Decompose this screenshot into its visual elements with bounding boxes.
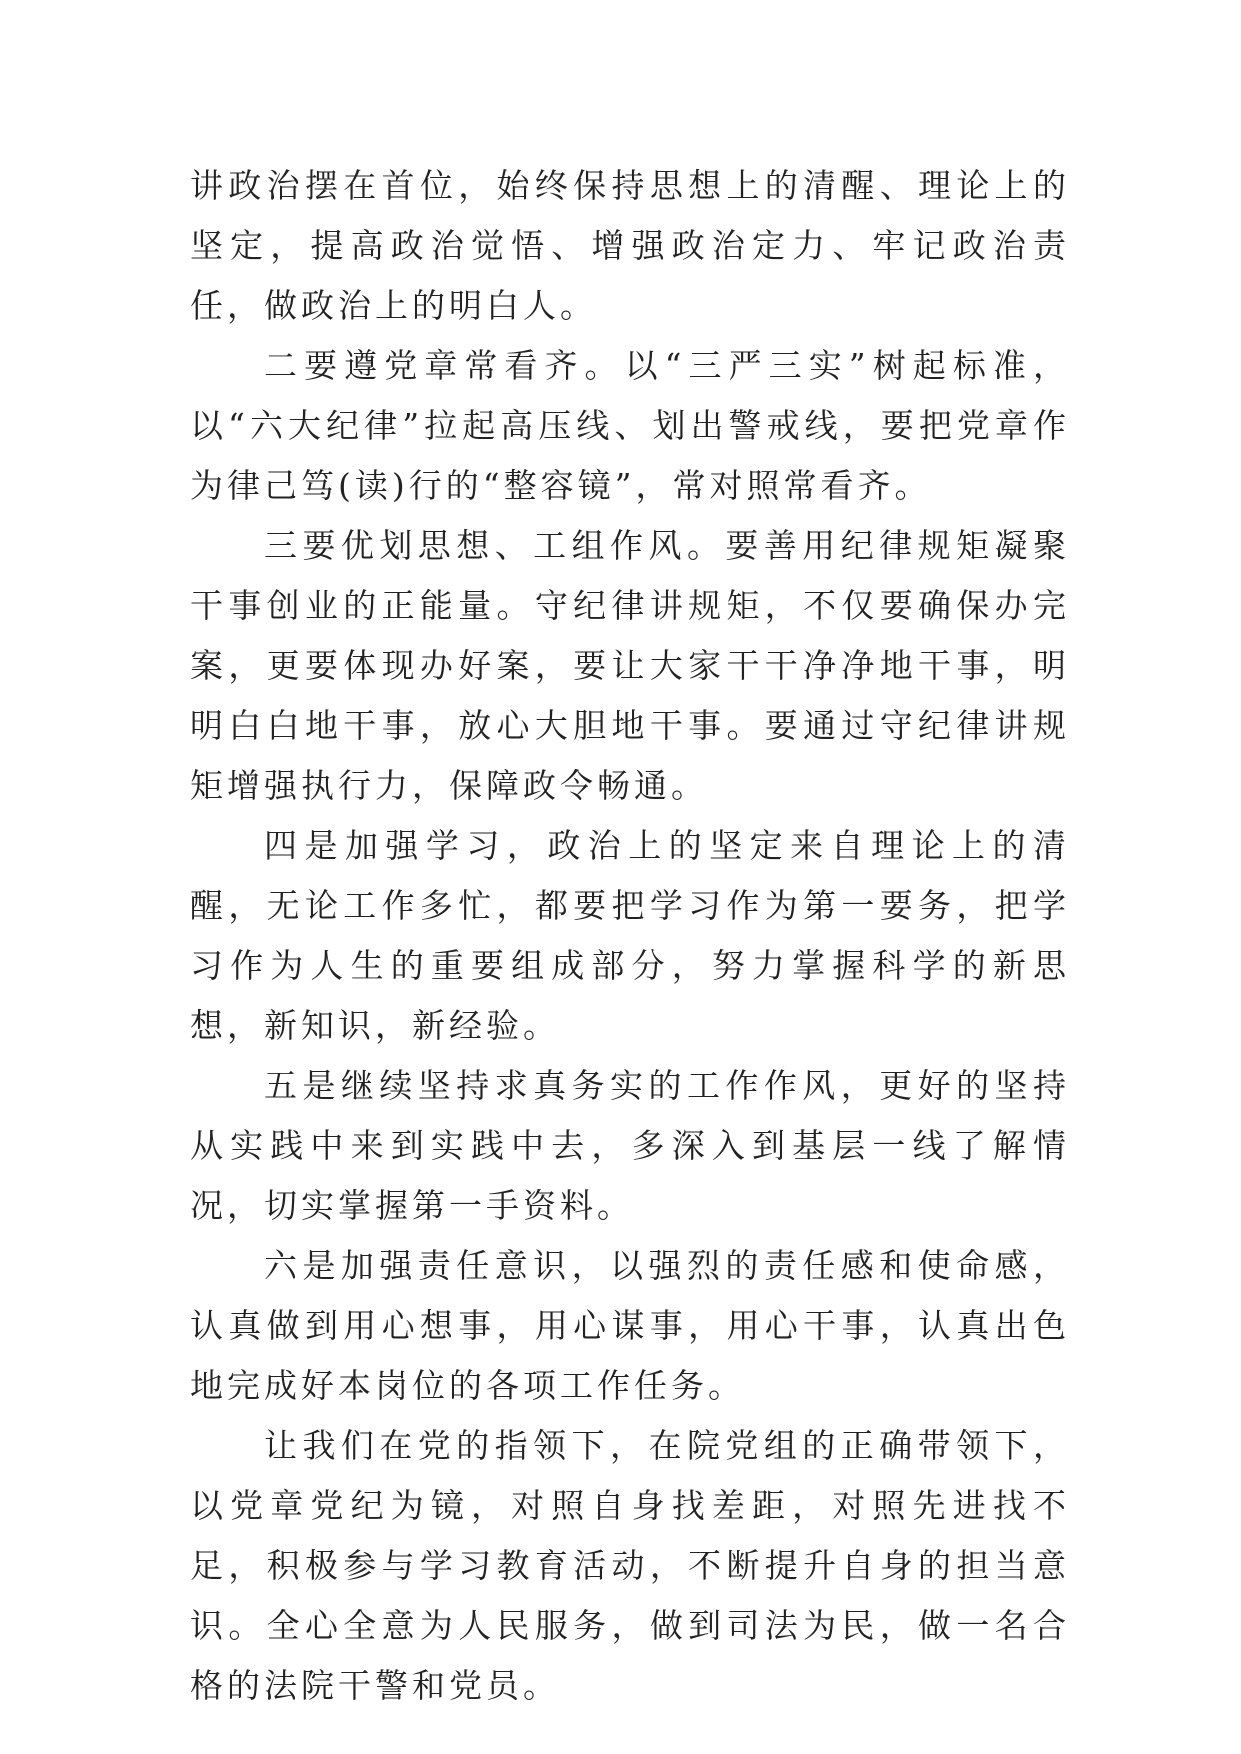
paragraph-3: 三要优划思想、工组作风。要善用纪律规矩凝聚干事创业的正能量。守纪律讲规矩，不仅要确保办完案，更要体现办好案，要让大家干干净净地干事，明明白白地干事，放心大胆地干事。要通过守纪律讲规矩增强执行力，保障政令畅通。: [190, 526, 1070, 805]
paragraph-4: 四是加强学习，政治上的坚定来自理论上的清醒，无论工作多忙，都要把学习作为第一要务，把学习作为人生的重要组成部分，努力掌握科学的新思想，新知识，新经验。: [190, 826, 1070, 1045]
paragraph-5: 五是继续坚持求真务实的工作作风，更好的坚持从实践中来到实践中去，多深入到基层一线了解情况，切实掌握第一手资料。: [190, 1066, 1070, 1225]
paragraph-6: 六是加强责任意识，以强烈的责任感和使命感，认真做到用心想事，用心谋事，用心干事，认真出色地完成好本岗位的各项工作任务。: [190, 1246, 1070, 1405]
paragraph-continuation: 讲政治摆在首位，始终保持思想上的清醒、理论上的坚定，提高政治觉悟、增强政治定力、牢记政治责任，做政治上的明白人。: [190, 166, 1070, 325]
document-body: [190, 156, 1070, 1716]
paragraph-2: 二要遵党章常看齐。以“三严三实”树起标准，以“六大纪律”拉起高压线、划出警戒线，要把党章作为律己笃(读)行的“整容镜”，常对照常看齐。: [190, 346, 1070, 505]
paragraph-closing: 让我们在党的指领下，在院党组的正确带领下，以党章党纪为镜，对照自身找差距，对照先进找不足，积极参与学习教育活动，不断提升自身的担当意识。全心全意为人民服务，做到司法为民，做一名合格的法院干警和党员。: [190, 1426, 1070, 1705]
